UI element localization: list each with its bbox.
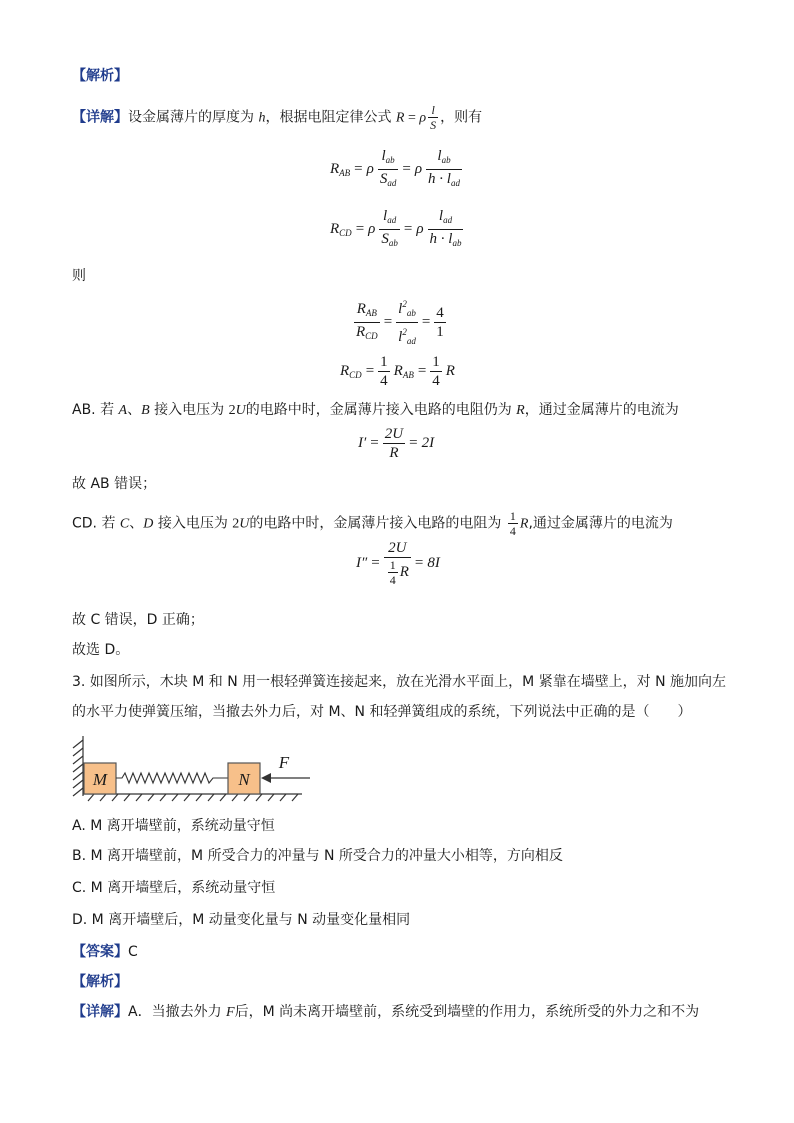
option-b: B. M 离开墙壁前，M 所受合力的冲量与 N 所受合力的冲量大小相等，方向相反 (72, 848, 563, 864)
detail-text-c: ，则有 (440, 109, 483, 126)
wall (73, 736, 83, 796)
then-label: 则 (72, 268, 86, 284)
analysis-heading: 【解析】 (72, 68, 128, 84)
formula-fraction: $\frac{l}{S}$ (430, 103, 437, 132)
force-var: F (226, 1005, 235, 1020)
question-3-line-2: 的水平力使弹簧压缩，当撤去外力后，对 M、N 和轻弹簧组成的系统，下列说法中正确的是（ ） (72, 704, 692, 720)
ab-prefix: AB. 若 (72, 402, 115, 418)
block-n-label: N (238, 770, 250, 789)
answer-tag: 【答案】 (72, 944, 128, 960)
cd-prefix: CD. 若 (72, 515, 116, 532)
spring-blocks-figure (68, 732, 312, 802)
option-d: D. M 离开墙壁后，M 动量变化量与 N 动量变化量相同 (72, 912, 411, 928)
spring (116, 773, 228, 783)
var-h: h (258, 110, 266, 126)
resistance-formula: R (395, 110, 405, 126)
detail-tag-2: 【详解】 (72, 1004, 128, 1020)
equation-rab: $R_{AB}$ = ρ $\frac{l_{ab}}{S_{ad}}$ = ρ $\frac{l_{ab}}{h \cdot l_{ad}}$ (330, 148, 460, 188)
cd-text-c: ,通过金属薄片的电流为 (528, 515, 673, 532)
analysis-heading-2: 【解析】 (72, 974, 128, 990)
equation-rcd: $R_{CD}$ = ρ $\frac{l_{ad}}{S_{ab}}$ = ρ $\frac{l_{ad}}{h \cdot l_{ab}}$ (330, 208, 462, 248)
ab-conclusion: 故 AB 错误； (72, 476, 157, 492)
cd-conclusion-1: 故 C 错误，D 正确； (72, 612, 204, 628)
equation-ratio: $\frac{R_{AB}}{R_{CD}}$ = $\frac{l^2_{ab}}{l^2_{ad}}$ = $\frac{4}{1}$ (352, 296, 448, 349)
option-c: C. M 离开墙壁后，系统动量守恒 (72, 880, 276, 896)
detail-text-a: 设金属薄片的厚度为 (128, 109, 254, 126)
cd-text-b: 的电路中时，金属薄片接入电路的电阻为 (249, 515, 502, 532)
equation-rcd-quarter: $R_{CD}$ = $\frac{1}{4}$ $R_{AB}$ = $\frac{1}{4}$ R (340, 354, 455, 389)
detail-line-1: 【详解】设金属薄片的厚度为 h，根据电阻定律公式 R = ρ $\frac{l}{S}$ ，则有 (72, 103, 483, 132)
cd-text-a: 接入电压为 (157, 515, 228, 532)
ab-text-b: 的电路中时，金属薄片接入电路的电阻仍为 (245, 402, 512, 418)
detail-tag: 【详解】 (72, 109, 128, 126)
question-3-line-1: 3. 如图所示，木块 M 和 N 用一根轻弹簧连接起来，放在光滑水平面上，M 紧靠在墙壁上，对 N 施加向左 (72, 674, 727, 690)
detail-line-2 (72, 1002, 699, 1023)
force-arrow-head (261, 773, 271, 783)
ab-text-a: 接入电压为 (154, 402, 225, 418)
answer-line (72, 942, 138, 962)
equation-i-prime: I′ = $\frac{2U}{R}$ = 2I (358, 426, 435, 461)
detail-2-text-b: 后，M 尚未离开墙壁前，系统受到墙壁的作用力，系统所受的外力之和不为 (234, 1004, 700, 1020)
equation-i-double-prime: I″ = 2U $\frac{1}{4}$ R = 8I (356, 540, 440, 587)
option-a: A. M 离开墙壁前，系统动量守恒 (72, 818, 275, 834)
detail-2-text-a: A．当撤去外力 (128, 1004, 222, 1020)
floor (83, 794, 302, 801)
block-m-label: M (92, 770, 108, 789)
cd-line: CD. 若 C、D 接入电压为 2U的电路中时，金属薄片接入电路的电阻为 $\frac{1}{4}$ R,通过金属薄片的电流为 (72, 509, 673, 538)
force-label: F (278, 753, 290, 772)
ab-line: AB. 若 A、B 接入电压为 2U的电路中时，金属薄片接入电路的电阻仍为 R，通过金属薄片的电流为 (72, 402, 679, 418)
detail-text-b: ，根据电阻定律公式 (265, 109, 392, 126)
cd-conclusion-2: 故选 D。 (72, 642, 130, 658)
answer-value: C (128, 944, 138, 960)
ab-text-c: ，通过金属薄片的电流为 (524, 402, 679, 418)
